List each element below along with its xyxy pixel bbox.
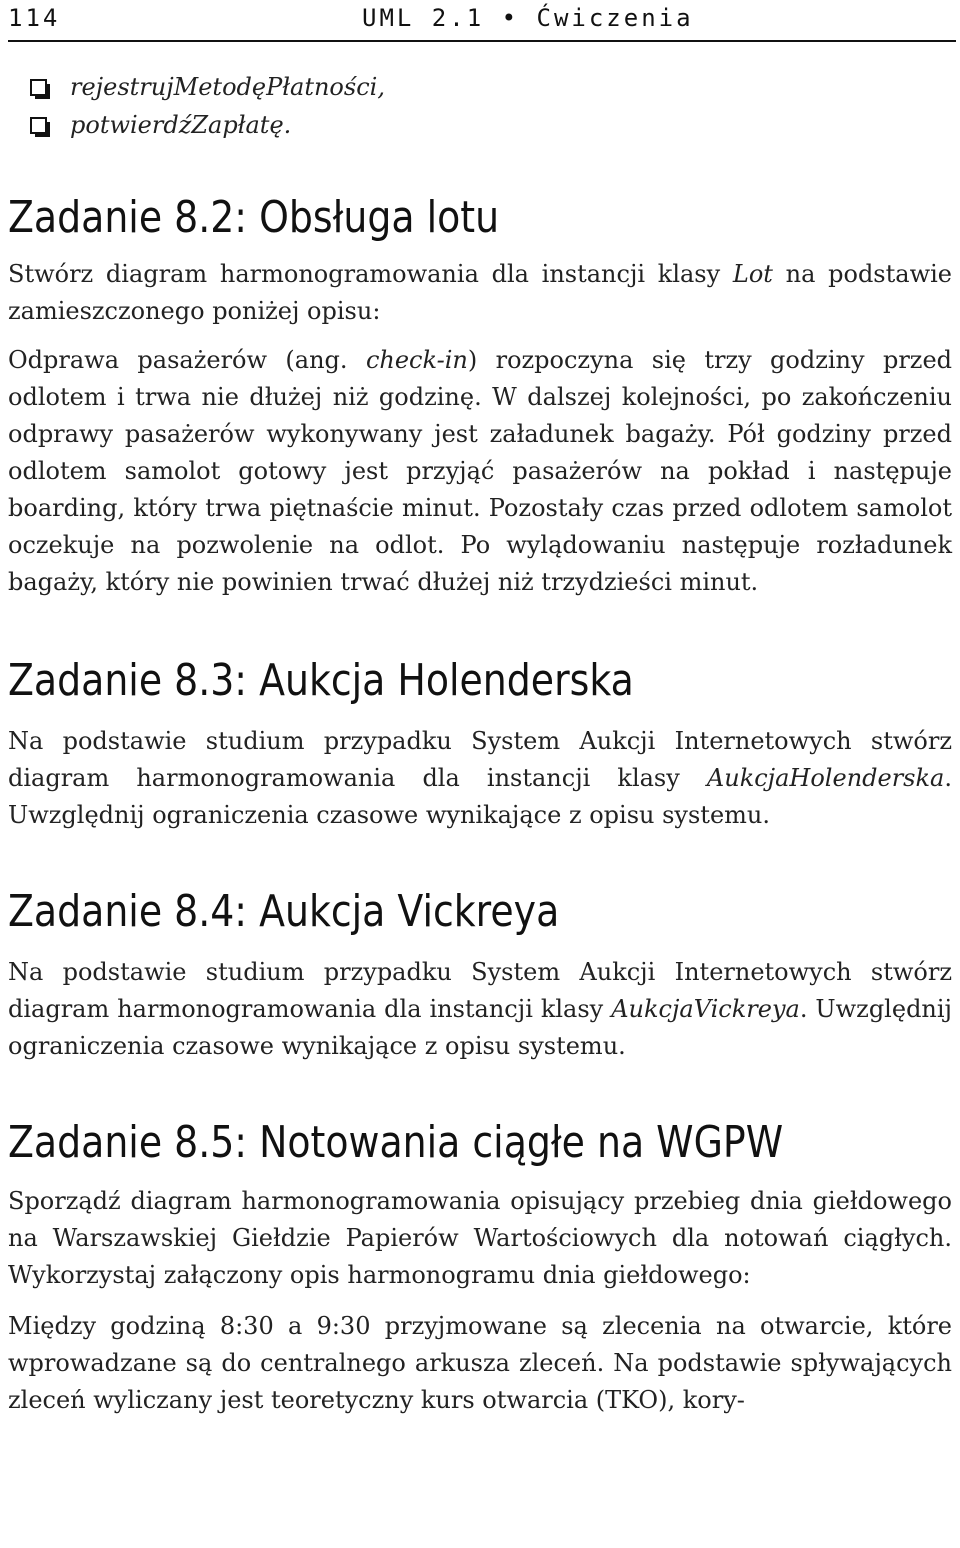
section-heading: Zadanie 8.3: Aukcja Holenderska	[8, 655, 634, 706]
list-item: rejestrujMetodęPłatności,	[8, 68, 952, 106]
checkbox-bullet-icon	[30, 79, 47, 96]
section-paragraph: Na podstawie studium przypadku System Aukcji Internetowych stwórz diagram harmonogramowania dla instancji klasy AukcjaVickreya. Uwzględnij ograniczenia czasowe wynikające z opisu systemu.	[8, 958, 953, 1060]
page-content	[8, 68, 952, 1419]
section-paragraph: Między godziną 8:30 a 9:30 przyjmowane są zlecenia na otwarcie, które wprowadzane są do centralnego arkusza zleceń. Na podstawie spływających zleceń wyliczany jest teoretyczny kurs otwarcia (TKO), kory-	[8, 1312, 952, 1414]
section-paragraph: Odprawa pasażerów (ang. check-in) rozpoczyna się trzy godziny przed odlotem i trwa nie dłużej niż godzinę. W dalszej kolejności, po zakończeniu odprawy pasażerów wykonywany jest załadunek bagaży. Pół godziny przed odlotem samolot gotowy jest przyjąć pasażerów na pokład i następuje boarding, który trwa piętnaście minut. Pozostały czas przed odlotem samolot oczekuje na pozwolenie na odlot. Po wylądowaniu następuje rozładunek bagaży, który nie powinien trwać dłużej niż trzydzieści minut.	[8, 346, 953, 596]
checkbox-bullet-icon	[30, 117, 47, 134]
running-title: UML 2.1 • Ćwiczenia	[362, 4, 694, 32]
page-header	[8, 0, 956, 42]
section-paragraph: Stwórz diagram harmonogramowania dla instancji klasy Lot na podstawie zamieszczonego poniżej opisu:	[8, 260, 952, 325]
section-paragraph: Sporządź diagram harmonogramowania opisujący przebieg dnia giełdowego na Warszawskiej Giełdzie Papierów Wartościowych dla notowań ciągłych. Wykorzystaj załączony opis harmonogramu dnia giełdowego:	[8, 1187, 952, 1289]
list-item: potwierdźZapłatę.	[8, 106, 952, 144]
page-number: 114	[8, 4, 61, 32]
section-heading: Zadanie 8.2: Obsługa lotu	[8, 192, 500, 243]
section-heading: Zadanie 8.5: Notowania ciągłe na WGPW	[8, 1117, 784, 1168]
section-paragraph: Na podstawie studium przypadku System Aukcji Internetowych stwórz diagram harmonogramowania dla instancji klasy AukcjaHolenderska. Uwzględnij ograniczenia czasowe wynikające z opisu systemu.	[8, 727, 952, 829]
section-heading: Zadanie 8.4: Aukcja Vickreya	[8, 886, 560, 937]
bullet-list	[8, 68, 952, 144]
